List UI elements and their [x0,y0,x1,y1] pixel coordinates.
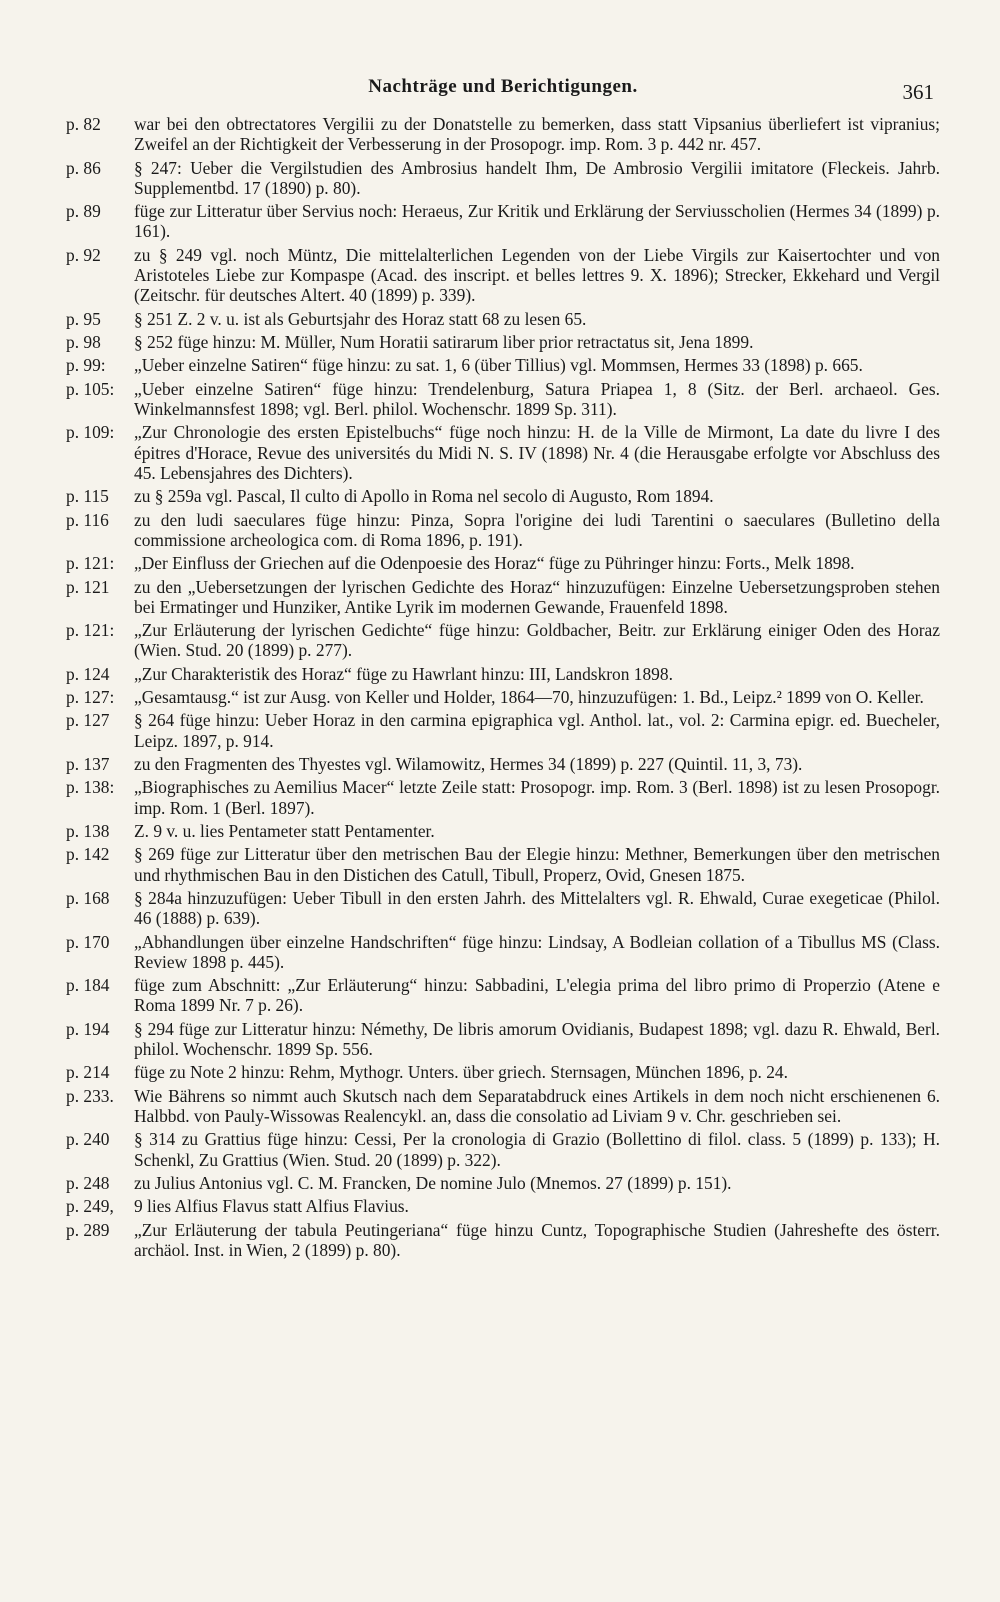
correction-text: „Zur Erläuterung der lyrischen Gedichte“ füge hinzu: Goldbacher, Beitr. zur Erklärung einiger Oden des Horaz (Wien. Stud. 20 (1899) p. 277). [134,620,940,661]
correction-text: „Ueber einzelne Satiren“ füge hinzu: zu sat. 1, 6 (über Tillius) vgl. Mommsen, Hermes 33 (1898) p. 665. [134,355,863,376]
page-reference: p. 127 [66,710,110,731]
page-reference: p. 289 [66,1219,110,1240]
correction-text: § 284a hinzuzufügen: Ueber Tibull in den ersten Jahrh. des Mittelalters vgl. R. Ehwald, Curae exegeticae (Philol. 46 (1888) p. 639). [134,888,940,929]
correction-entry [66,620,940,660]
page-reference: p. 124 [66,663,110,684]
correction-entry [66,158,940,198]
correction-text: § 252 füge hinzu: M. Müller, Num Horatii satirarum liber prior retractatus sit, Jena 1899. [134,331,754,352]
page-reference: p. 170 [66,931,110,952]
correction-entry [66,245,940,306]
correction-text: füge zu Note 2 hinzu: Rehm, Mythogr. Unters. über griech. Sternsagen, München 1896, p. 24. [134,1062,788,1083]
correction-entry [66,422,940,483]
correction-text: § 264 füge hinzu: Ueber Horaz in den carmina epigraphica vgl. Anthol. lat., vol. 2: Carmina epigr. ed. Buecheler, Leipz. 1897, p. 914. [134,710,940,751]
correction-entry [66,710,940,750]
correction-entry [66,553,940,573]
correction-text: war bei den obtrectatores Vergilii zu der Donatstelle zu bemerken, dass statt Vipsanius überliefert ist vipranius; Zweifel an der Richtigkeit der Verbesserung in der Prosopogr. imp. Rom. 3 p. 442 nr. 457. [134,114,940,155]
correction-entry [66,1086,940,1126]
correction-text: zu den ludi saeculares füge hinzu: Pinza, Sopra l'origine dei ludi Tarentini o saeculares (Bulletino della commissione archeologica com. di Roma 1896, p. 191). [134,509,940,550]
correction-text: § 247: Ueber die Vergilstudien des Ambrosius handelt Ihm, De Ambrosio Vergilii imitatore (Fleckeis. Jahrb. Supplementbd. 17 (1890) p. 80). [134,157,940,198]
correction-entry [66,777,940,817]
correction-text: § 269 füge zur Litteratur über den metrischen Bau der Elegie hinzu: Methner, Bemerkungen über den metrischen und rhythmischen Bau in den Distichen des Catull, Tibull, Properz, Ovid, Gnesen 1875. [134,844,940,885]
correction-entry [66,932,940,972]
page-reference: p. 109: [66,422,115,443]
page-reference: p. 168 [66,888,110,909]
correction-text: zu den „Uebersetzungen der lyrischen Gedichte des Horaz“ hinzuzufügen: Einzelne Uebersetzungsproben stehen bei Ermatinger und Hunziker, Antike Lyrik im modernen Gewande, Frauenfeld 1898. [134,576,940,617]
correction-text: § 294 füge zur Litteratur hinzu: Némethy, De libris amorum Ovidianis, Budapest 1898; vgl. dazu R. Ehwald, Berl. philol. Wochenschr. 1899 Sp. 556. [134,1018,940,1060]
page-reference: p. 121: [66,553,115,574]
correction-text: „Der Einfluss der Griechen auf die Odenpoesie des Horaz“ füge zu Pühringer hinzu: Forts., Melk 1898. [134,553,855,574]
page-reference: p. 121: [66,620,115,641]
page-reference: p. 138 [66,821,110,842]
page-reference: p. 233. [66,1085,114,1106]
page-reference: p. 99: [66,355,106,376]
page-reference: p. 92 [66,244,101,265]
correction-entry [66,844,940,884]
page-reference: p. 89 [66,201,101,222]
correction-entry [66,687,940,707]
correction-entry [66,309,940,329]
page-reference: p. 194 [66,1018,110,1039]
correction-text: „Abhandlungen über einzelne Handschriften“ füge hinzu: Lindsay, A Bodleian collation of a Tibullus MS (Class. Review 1898 p. 445). [134,931,940,972]
page-reference: p. 82 [66,114,101,134]
correction-entry [66,1196,940,1216]
correction-text: „Zur Erläuterung der tabula Peutingeriana“ füge hinzu Cuntz, Topographische Studien (Jahreshefte des österr. archäol. Inst. in Wien, 2 (1899) p. 80). [134,1219,940,1260]
page-reference: p. 240 [66,1129,110,1150]
page-reference: p. 127: [66,687,115,708]
correction-entry [66,114,940,154]
correction-text: Z. 9 v. u. lies Pentameter statt Pentamenter. [134,821,435,842]
correction-entry [66,664,940,684]
page-reference: p. 184 [66,975,110,996]
correction-entry [66,754,940,774]
page-reference: p. 121 [66,576,110,597]
correction-entry [66,201,940,241]
correction-text: 9 lies Alfius Flavus statt Alfius Flavius. [134,1196,409,1217]
page-reference: p. 249, [66,1196,114,1217]
page-reference: p. 98 [66,331,101,352]
correction-entry [66,975,940,1015]
correction-text: füge zur Litteratur über Servius noch: Heraeus, Zur Kritik und Erklärung der Serviusscholien (Hermes 34 (1899) p. 161). [134,201,940,242]
correction-entry [66,1129,940,1169]
correction-text: § 314 zu Grattius füge hinzu: Cessi, Per la cronologia di Grazio (Bollettino di filol. class. 5 (1899) p. 133); H. Schenkl, Zu Grattius (Wien. Stud. 20 (1899) p. 322). [134,1129,940,1170]
correction-text: zu § 249 vgl. noch Müntz, Die mittelalterlichen Legenden von der Liebe Virgils zur Kaisertochter und von Aristoteles Liebe zur Kompaspe (Acad. des inscript. et belles lettres 9. X. 1896); Strecker, Ekkehard und Vergil (Zeitschr. für deutsches Altert. 40 (1899) p. 339). [134,244,940,306]
page-header [66,70,940,110]
correction-text: § 251 Z. 2 v. u. ist als Geburtsjahr des Horaz statt 68 zu lesen 65. [134,308,587,329]
page-reference: p. 95 [66,308,101,329]
correction-text: „Ueber einzelne Satiren“ füge hinzu: Trendelenburg, Satura Priapea 1, 8 (Sitz. der Berl. archaeol. Ges. Winkelmannsfest 1898; vgl. Berl. philol. Wochenschr. 1899 Sp. 311). [134,378,940,419]
page-reference: p. 248 [66,1173,110,1193]
correction-entry [66,379,940,419]
correction-entry [66,510,940,550]
correction-text: Wie Bährens so nimmt auch Skutsch nach dem Separatabdruck eines Artikels in dem noch nicht erschienenen 6. Halbbd. von Pauly-Wissowas Realencykl. an, dass die consolatio ad Liviam 9 v. Chr. geschrieben sei. [134,1085,940,1127]
correction-text: zu den Fragmenten des Thyestes vgl. Wilamowitz, Hermes 34 (1899) p. 227 (Quintil. 11, 3, 73). [134,754,803,775]
correction-text: „Gesamtausg.“ ist zur Ausg. von Keller und Holder, 1864—70, hinzuzufügen: 1. Bd., Leipz.² 1899 von O. Keller. [134,687,924,708]
correction-text: „Zur Chronologie des ersten Epistelbuchs“ füge noch hinzu: H. de la Ville de Mirmont, La date du livre I des épitres d'Horace, Revue des universités du Midi N. S. IV (1898) Nr. 4 (die Herausgabe erfolgte vor Abschluss des 45. Lebensjahres des Dichters). [134,422,940,483]
page-number: 361 [902,80,934,104]
page-reference: p. 105: [66,378,115,399]
correction-entry [66,1019,940,1059]
correction-entry [66,577,940,617]
page-reference: p. 138: [66,777,115,798]
correction-text: „Biographisches zu Aemilius Macer“ letzte Zeile statt: Prosopogr. imp. Rom. 3 (Berl. 1898) ist zu lesen Prosopogr. imp. Rom. 1 (Berl. 1897). [134,777,940,818]
page-reference: p. 214 [66,1062,110,1083]
correction-entry [66,821,940,841]
correction-entry [66,1173,940,1193]
correction-text: zu Julius Antonius vgl. C. M. Francken, De nomine Julo (Mnemos. 27 (1899) p. 151). [134,1173,732,1193]
correction-text: füge zum Abschnitt: „Zur Erläuterung“ hinzu: Sabbadini, L'elegia prima del libro primo di Properzio (Atene e Roma 1899 Nr. 7 p. 26). [134,975,940,1016]
page-reference: p. 137 [66,754,110,775]
correction-text: „Zur Charakteristik des Horaz“ füge zu Hawrlant hinzu: III, Landskron 1898. [134,663,673,684]
correction-entry [66,1220,940,1260]
correction-text: zu § 259a vgl. Pascal, Il culto di Apollo in Roma nel secolo di Augusto, Rom 1894. [134,486,714,507]
correction-entry [66,486,940,506]
correction-entry [66,355,940,375]
page-reference: p. 142 [66,844,110,865]
page-reference: p. 86 [66,157,101,178]
correction-entry [66,332,940,352]
page-reference: p. 115 [66,486,109,507]
correction-entry [66,1062,940,1082]
page-reference: p. 116 [66,509,109,530]
corrections-list [66,114,940,1260]
correction-entry [66,888,940,928]
running-title: Nachträge und Berichtigungen. [368,76,638,97]
